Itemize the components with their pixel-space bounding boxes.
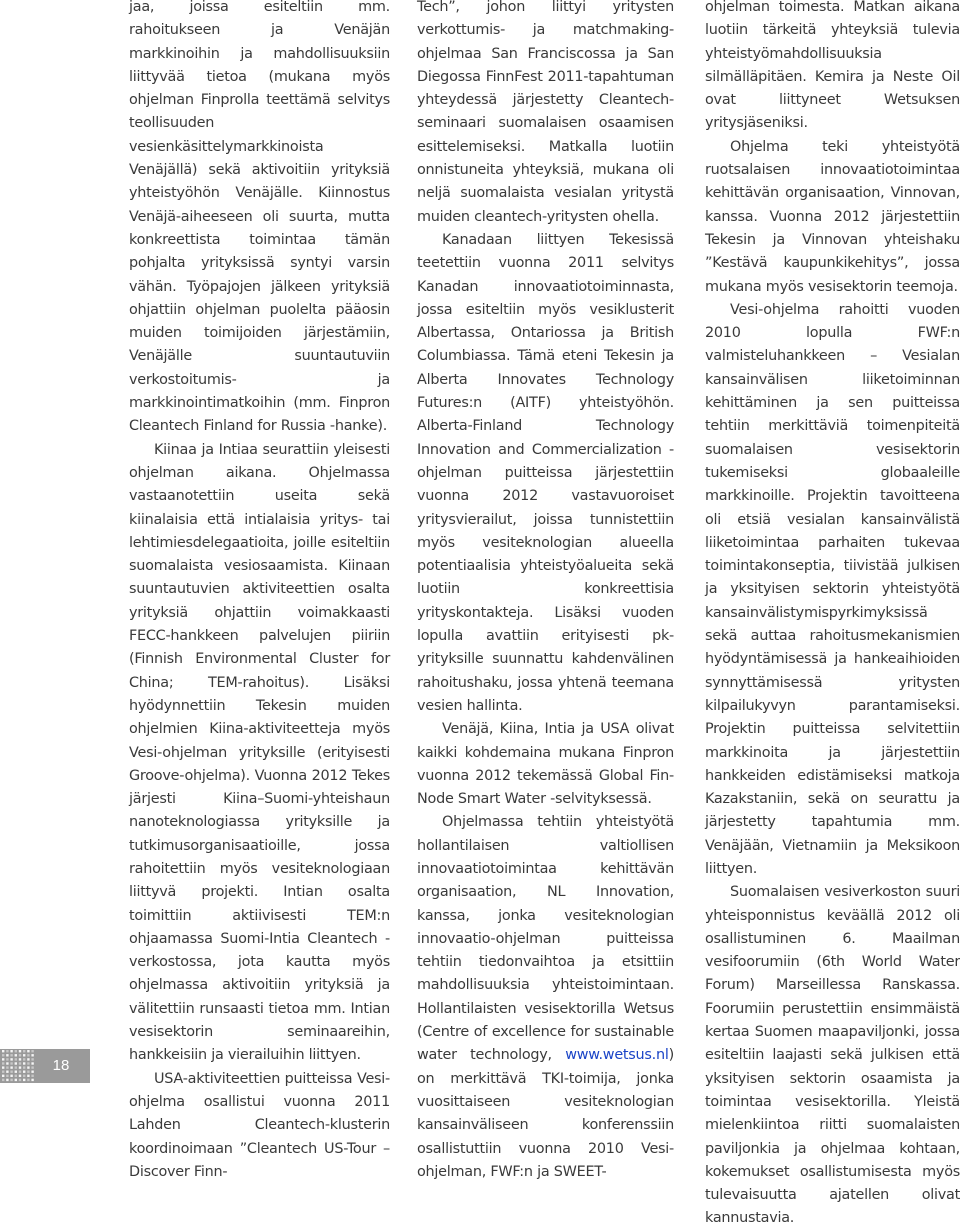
paragraph: Ohjelma teki yhteistyötä ruotsalaisen innovaatiotoimintaa kehittävän organisaation, Vinnovan, kanssa. Vuonna 2012 järjestettiin Tekesin ja Vinnovan yhteishaku ”Kestävä kaupunkikehitys”, jossa mukana myös vesisektorin teemoja. (705, 138, 960, 295)
page-number-block (0, 1049, 90, 1083)
paragraph-text: ) on merkittävä TKI-toimija, jonka vuosittaiseen vesiteknologian kansainväliseen konferenssiin osallistuttiin vuonna 2010 Vesi-ohjelman, FWF:n ja SWEET- (417, 1047, 674, 1180)
paragraph: Kiinaa ja Intiaa seurattiin yleisesti ohjelman aikana. Ohjelmassa vastaanotettiin useita sekä kiinalaisia että intialaisia yritys- tai lehtimiesdelegaatioita, joille esiteltiin suomalaista vesiosaamista. Kiinaan suuntautuvien aktiviteettien osalta yrityksiä ohjattiin voimakkaasti FECC-hankkeen palvelujen piiriin (Finnish Environmental Cluster for China; TEM-rahoitus). Lisäksi hyödynnettiin Tekesin muiden ohjelmien Kiina-aktiviteetteja myös Vesi-ohjelman yrityksille (erityisesti Groove-ohjelma). Vuonna 2012 Tekes järjesti Kiina–Suomi-yhteishaun nanoteknologiassa yrityksille ja tutkimusorganisaatioille, jossa rahoitettiin myös vesiteknologiaan liittyvä projekti. Intian osalta toimittiin aktiivisesti TEM:n ohjaamassa Suomi-Intia Cleantech -verkostossa, jota kautta myös ohjelmassa aktivoitiin yrityksiä ja välitettiin runsaasti tietoa mm. Intian vesisektorin seminaareihin, hankkeisiin ja vierailuihin liittyen. (129, 441, 390, 1064)
paragraph: Venäjä, Kiina, Intia ja USA olivat kaikki kohdemaina mukana Finpron vuonna 2012 tekemässä Global Fin-Node Smart Water -selvityksessä. (417, 721, 674, 808)
paragraph: jaa, joissa esiteltiin mm. rahoitukseen ja Venäjän markkinoihin ja mahdollisuuksiin liittyvää tietoa (mukana myös ohjelman Finprolla teettämä selvitys teollisuuden vesienkäsittelymarkkinoista Venäjällä) sekä aktivoitiin yrityksiä yhteistyöhön Venäjälle. Kiinnostus Venäjä-aiheeseen oli suurta, mutta konkreettista toimintaa tämän pohjalta yrityksissä syntyi varsin vähän. Työpajojen jälkeen yrityksiä ohjattiin ohjelman puolelta pääosin muiden toimijoiden järjestämiin, Venäjälle suuntautuviin verkostoitumis- ja markkinointimatkoihin (mm. Finpron Cleantech Finland for Russia -hanke). (129, 0, 390, 435)
text-column-3 (705, 0, 960, 1231)
dot-grid-pattern-icon (0, 1049, 36, 1083)
text-column-1 (129, 0, 390, 1184)
page-number: 18 (52, 1057, 70, 1074)
paragraph: Kanadaan liittyen Tekesissä teetettiin vuonna 2011 selvitys Kanadan innovaatiotoiminnasta, jossa esiteltiin myös vesiklusterit Albertassa, Ontariossa ja British Columbiassa. Tämä eteni Tekesin ja Alberta Innovates Technology Futures:n (AITF) yhteistyöhön. Alberta-Finland Technology Innovation and Commercialization -ohjelman puitteissa järjestettiin vuonna 2012 vastavuoroiset yritysvierailut, joissa tunnistettiin myös vesiteknologian alueella potentiaalisia yhteistyöalueita sekä luotiin konkreettisia yrityskontakteja. Lisäksi vuoden lopulla avattiin erityisesti pk-yrityksille suunnattu kahdenvälinen rahoitushaku, jossa yhtenä teemana vesien hallinta. (417, 231, 674, 714)
wetsus-link[interactable]: www.wetsus.nl (565, 1047, 669, 1064)
text-column-2 (417, 0, 674, 1184)
paragraph (417, 811, 674, 1184)
paragraph: USA-aktiviteettien puitteissa Vesi-ohjelma osallistui vuonna 2011 Lahden Cleantech-klusterin koordinoimaan ”Cleantech US-Tour – Discover Finn- (129, 1070, 390, 1180)
paragraph-text: Ohjelmassa tehtiin yhteistyötä hollantilaisen valtiollisen innovaatiotoimintaa kehittävän organisaation, NL Innovation, kanssa, jonka vesiteknologian innovaatio-ohjelman puitteissa tehtiin tiedonvaihtoa ja etsittiin mahdollisuuksia yhteistoimintaan. Hollantilaisten vesisektorilla Wetsus (Centre of excellence for sustainable water technology, (417, 814, 674, 1064)
paragraph: ohjelman toimesta. Matkan aikana luotiin tärkeitä yhteyksiä tulevia yhteistyömahdollisuuksia silmälläpitäen. Kemira ja Neste Oil ovat liittyneet Wetsuksen yritysjäseniksi. (705, 0, 960, 132)
paragraph: Tech”, johon liittyi yritysten verkottumis- ja matchmaking-ohjelmaa San Franciscossa ja San Diegossa FinnFest 2011-tapahtuman yhteydessä järjestetty Cleantech-seminaari suomalaisen osaamisen esittelemiseksi. Matkalla luotiin onnistuneita yhteyksiä, mukana oli neljä suomalaista vesialan yritystä muiden cleantech-yritysten ohella. (417, 0, 674, 225)
paragraph: Vesi-ohjelma rahoitti vuoden 2010 lopulla FWF:n valmisteluhankkeen – Vesialan kansainvälisen liiketoiminnan kehittäminen ja sen puitteissa tehtiin merkittäviä toimenpiteitä suomalaisen vesisektorin tukemiseksi globaaleille markkinoille. Projektin tavoitteena oli etsiä vesialan kansainvälistä liiketoimintaa parhaiten tukevaa toimintakonseptia, tiivistää julkisen ja yksityisen sektorin yhteistyötä kansainvälistymispyrkimyksissä sekä auttaa rahoitusmekanismien hyödyntämisessä ja hankeaihioiden synnyttämisessä yritysten kilpailukyvyn parantamiseksi. Projektin puitteissa selvitettiin markkinoita ja järjestettiin hankkeiden edistämiseksi matkoja Kazakstaniin, sekä on seurattu ja järjestetty tapahtumia mm. Venäjään, Vietnamiin ja Meksikoon liittyen. (705, 301, 960, 877)
paragraph: Suomalaisen vesiverkoston suuri yhteisponnistus keväällä 2012 oli osallistuminen 6. Maailman vesifoorumiin (6th World Water Forum) Marseillessa Ranskassa. Foorumiin perustettiin ensimmäistä kertaa Suomen maapaviljonki, jossa esiteltiin laajasti sekä julkisen että yksityisen sektorin osaamista ja toimintaa vesisektorilla. Yleistä mielenkiintoa riitti suomalaisten paviljonkia ja ohjelmaa kohtaan, kokemukset osallistumisesta myös tulevaisuutta ajatellen olivat kannustavia. (705, 884, 960, 1227)
